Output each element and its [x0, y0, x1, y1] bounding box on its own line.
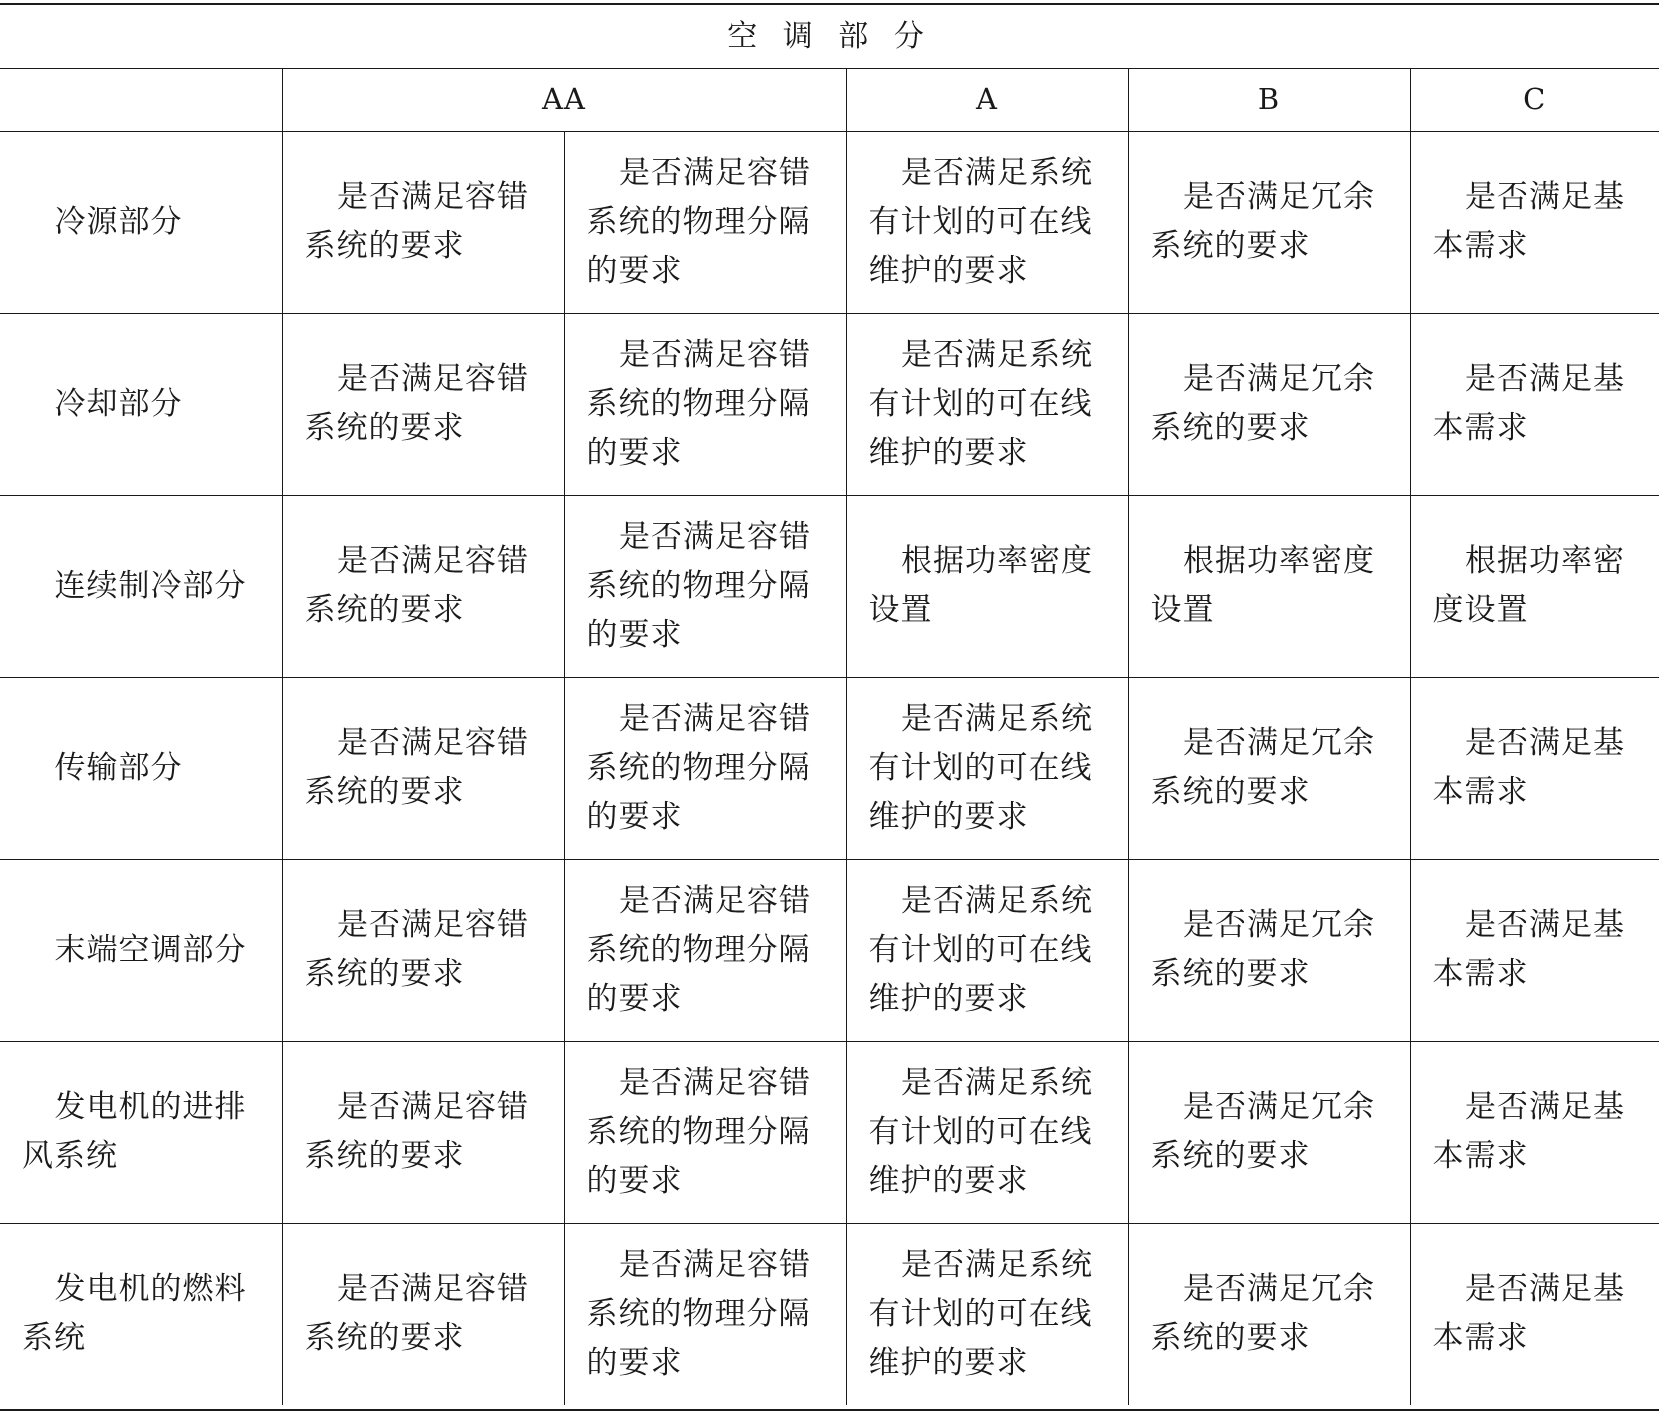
cell-text: 是否满足系统有计划的可在线维护的要求: [868, 882, 1094, 1017]
cell-text: 是否满足冗余系统的要求: [1150, 179, 1376, 264]
cell-text: 是否满足冗余系统的要求: [1150, 361, 1376, 446]
cell-a: [846, 677, 1128, 859]
cell-text: 是否满足系统有计划的可在线维护的要求: [868, 336, 1094, 471]
header-a: A: [846, 68, 1128, 131]
table-frame: [0, 3, 1659, 1411]
table-row: [0, 1223, 1659, 1405]
cell-b: [1128, 1041, 1410, 1223]
cell-aa-physical-separation: [564, 131, 846, 313]
aircon-requirements-table: [0, 5, 1659, 1405]
cell-b: [1128, 495, 1410, 677]
cell-text: 是否满足容错系统的物理分隔的要求: [586, 154, 812, 289]
cell-text: 根据功率密度设置: [1150, 543, 1376, 628]
cell-a: [846, 131, 1128, 313]
cell-text: 是否满足冗余系统的要求: [1150, 725, 1376, 810]
cell-a: [846, 1041, 1128, 1223]
cell-text: 是否满足冗余系统的要求: [1150, 1089, 1376, 1174]
cell-c: [1410, 1223, 1659, 1405]
cell-c: [1410, 313, 1659, 495]
row-label: [0, 495, 282, 677]
cell-b: [1128, 677, 1410, 859]
cell-text: 是否满足容错系统的要求: [304, 543, 530, 628]
cell-text: 根据功率密度设置: [868, 543, 1094, 628]
table-row: [0, 1041, 1659, 1223]
cell-c: [1410, 495, 1659, 677]
cell-aa-physical-separation: [564, 1223, 846, 1405]
cell-text: 是否满足容错系统的物理分隔的要求: [586, 336, 812, 471]
cell-aa-fault-tolerant: [282, 1223, 564, 1405]
cell-b: [1128, 131, 1410, 313]
cell-text: 是否满足基本需求: [1432, 361, 1626, 446]
cell-text: 是否满足容错系统的要求: [304, 1089, 530, 1174]
cell-text: 是否满足容错系统的要求: [304, 361, 530, 446]
cell-text: 是否满足容错系统的物理分隔的要求: [586, 1246, 812, 1381]
cell-text: 是否满足基本需求: [1432, 907, 1626, 992]
table-row: [0, 313, 1659, 495]
row-label-text: 冷却部分: [54, 385, 183, 422]
cell-aa-physical-separation: [564, 1041, 846, 1223]
row-label-text: 冷源部分: [54, 203, 183, 240]
table-row: [0, 131, 1659, 313]
cell-c: [1410, 131, 1659, 313]
header-blank-cell: [0, 68, 282, 131]
cell-text: 是否满足系统有计划的可在线维护的要求: [868, 1064, 1094, 1199]
cell-aa-physical-separation: [564, 313, 846, 495]
cell-text: 是否满足系统有计划的可在线维护的要求: [868, 154, 1094, 289]
cell-text: 是否满足冗余系统的要求: [1150, 907, 1376, 992]
row-label-text: 传输部分: [54, 749, 183, 786]
cell-aa-physical-separation: [564, 677, 846, 859]
table-row: [0, 495, 1659, 677]
cell-b: [1128, 313, 1410, 495]
header-c: C: [1410, 68, 1659, 131]
cell-a: [846, 859, 1128, 1041]
cell-text: 是否满足容错系统的物理分隔的要求: [586, 882, 812, 1017]
row-label: [0, 1041, 282, 1223]
cell-text: 是否满足容错系统的要求: [304, 907, 530, 992]
cell-aa-fault-tolerant: [282, 1041, 564, 1223]
cell-text: 是否满足容错系统的要求: [304, 1271, 530, 1357]
cell-text: 是否满足基本需求: [1432, 1089, 1626, 1174]
row-label: [0, 131, 282, 313]
row-label-text: 发电机的燃料系统: [22, 1271, 247, 1357]
cell-text: 是否满足冗余系统的要求: [1150, 1271, 1376, 1357]
row-label: [0, 313, 282, 495]
table-header-row: [0, 68, 1659, 131]
cell-text: 是否满足容错系统的物理分隔的要求: [586, 1064, 812, 1199]
cell-aa-fault-tolerant: [282, 859, 564, 1041]
row-label-text: 发电机的进排风系统: [22, 1089, 247, 1174]
cell-a: [846, 313, 1128, 495]
cell-text: 是否满足容错系统的要求: [304, 725, 530, 810]
row-label: [0, 859, 282, 1041]
row-label-text: 连续制冷部分: [54, 567, 247, 604]
cell-text: 是否满足容错系统的物理分隔的要求: [586, 700, 812, 835]
cell-aa-fault-tolerant: [282, 131, 564, 313]
header-aa: AA: [282, 68, 846, 131]
cell-text: 是否满足基本需求: [1432, 725, 1626, 810]
row-label: [0, 677, 282, 859]
cell-a: [846, 1223, 1128, 1405]
cell-text: 是否满足基本需求: [1432, 179, 1626, 264]
cell-c: [1410, 677, 1659, 859]
table-row: [0, 677, 1659, 859]
cell-text: 是否满足容错系统的物理分隔的要求: [586, 518, 812, 653]
cell-aa-physical-separation: [564, 495, 846, 677]
cell-text: 是否满足系统有计划的可在线维护的要求: [868, 700, 1094, 835]
cell-text: 根据功率密度设置: [1432, 543, 1626, 628]
cell-text: 是否满足系统有计划的可在线维护的要求: [868, 1246, 1094, 1381]
cell-aa-physical-separation: [564, 859, 846, 1041]
cell-text: 是否满足基本需求: [1432, 1271, 1626, 1357]
table-title-row: [0, 5, 1659, 68]
cell-b: [1128, 1223, 1410, 1405]
row-label-text: 末端空调部分: [54, 931, 247, 968]
row-label: [0, 1223, 282, 1405]
cell-b: [1128, 859, 1410, 1041]
cell-c: [1410, 859, 1659, 1041]
cell-aa-fault-tolerant: [282, 677, 564, 859]
table-title: 空 调 部 分: [0, 5, 1659, 68]
cell-a: [846, 495, 1128, 677]
cell-text: 是否满足容错系统的要求: [304, 179, 530, 264]
cell-c: [1410, 1041, 1659, 1223]
header-b: B: [1128, 68, 1410, 131]
cell-aa-fault-tolerant: [282, 313, 564, 495]
cell-aa-fault-tolerant: [282, 495, 564, 677]
table-row: [0, 859, 1659, 1041]
